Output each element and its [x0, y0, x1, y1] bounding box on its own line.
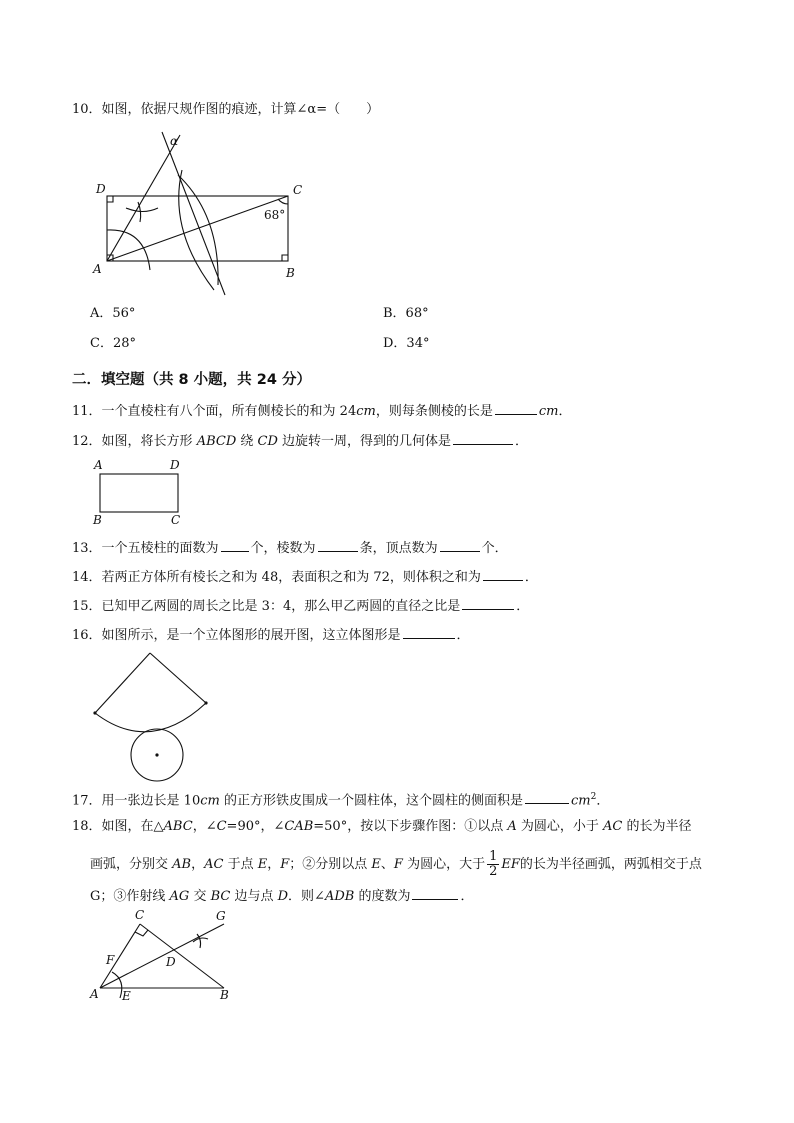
text-q18-E2: E — [371, 857, 381, 872]
text-q18-line2f: 、 — [380, 857, 394, 872]
text-q18-F: F — [280, 857, 290, 872]
text-q14-a: 14．若两正方体所有棱长之和为 48，表面积之和为 72，则体积之和为 — [72, 570, 481, 585]
label-b: B — [286, 266, 295, 280]
text-q16-end: ． — [456, 628, 470, 643]
text-q12-fig-A: A — [94, 458, 103, 472]
answer-blank-18[interactable] — [412, 886, 458, 900]
label-c: C — [293, 183, 303, 197]
text-q18-end: ． — [460, 889, 474, 904]
text-q18-line2d: ， — [267, 857, 281, 872]
label-a: A — [93, 262, 102, 276]
text-q18-fig-A: A — [90, 987, 99, 1001]
option-d[interactable]: D．34° — [383, 336, 430, 351]
text-q17-sup: 2 — [590, 792, 597, 802]
answer-blank-12[interactable] — [453, 431, 513, 445]
text-q18-line3e: ．则∠ — [288, 889, 325, 904]
text-q12-c: 边旋转一周，得到的几何体是 — [277, 434, 452, 449]
text-q18-ac2: AC — [204, 857, 224, 872]
label-68-degrees: 68° — [264, 208, 286, 222]
option-b[interactable]: B．68° — [383, 306, 429, 321]
question-17 — [72, 788, 609, 810]
text-q12-fig-C: C — [171, 513, 181, 527]
text-q18-line3c: 交 — [189, 889, 211, 904]
text-q18-fig-E: E — [122, 989, 131, 1003]
text-q18-line1a: 18．如图，在△ — [72, 819, 164, 834]
text-q18-line3b: ；③作射线 — [100, 889, 170, 904]
figure-q10 — [90, 130, 310, 300]
text-q11-end: ． — [558, 404, 572, 419]
text-q18-c: C — [216, 819, 227, 834]
text-q18-abc: ABC — [163, 819, 193, 834]
text-q18-fig-D: D — [166, 955, 176, 969]
text-q17-unit: cm — [570, 793, 591, 809]
text-q12-b: 绕 — [236, 434, 258, 449]
text-q12-cd: CD — [257, 434, 278, 449]
text-q18-line1d: =50°，按以下步骤作图：①以点 — [313, 819, 508, 834]
text-q12-a: 12．如图，将长方形 — [72, 434, 197, 449]
text-q18-fig-C: C — [135, 908, 145, 922]
text-q11-a: 11．一个直棱柱有八个面，所有侧棱长的和为 24 — [72, 404, 357, 419]
question-14 — [72, 567, 538, 587]
option-a[interactable]: A．56° — [90, 306, 136, 321]
text-q18-fig-F: F — [106, 953, 115, 967]
fraction-one-half — [487, 850, 499, 879]
figure-q16-net — [90, 650, 220, 785]
text-q12-end: ． — [515, 434, 529, 449]
answer-blank-17[interactable] — [525, 790, 569, 804]
text-q15-a: 15．已知甲乙两圆的周长之比是 3：4，那么甲乙两圆的直径之比是 — [72, 599, 461, 614]
text-q17-b: 的正方形铁皮围成一个圆柱体，这个圆柱的侧面积是 — [219, 793, 523, 809]
text-q11-b: ，则每条侧棱的长是 — [375, 404, 493, 419]
text-q18-ab: AB — [172, 857, 192, 872]
text-q18-fn: 1 — [489, 849, 498, 864]
text-q18-line3f: 的度数为 — [354, 889, 411, 904]
section-2-title: 二．填空题（共 8 小题，共 24 分） — [72, 372, 311, 388]
text-q18-fig-B: B — [220, 988, 229, 1002]
text-q13-a: 13．一个五棱柱的面数为 — [72, 541, 219, 556]
question-10-text: 10．如图，依据尺规作图的痕迹，计算∠α=（ ） — [72, 102, 380, 117]
text-q18-line1e: 为圆心，小于 — [516, 819, 603, 834]
text-q18-line2h: 的长为半径画弧，两弧相交于点 — [519, 857, 702, 872]
text-q18-line2b: ， — [191, 857, 205, 872]
answer-blank-11[interactable] — [495, 401, 537, 415]
text-q18-line3a: G — [90, 889, 101, 904]
answer-blank-16[interactable] — [403, 625, 455, 639]
text-q17-cm: cm — [200, 793, 220, 809]
answer-blank-13b[interactable] — [318, 538, 358, 552]
text-q18-D: D — [277, 889, 289, 904]
question-18-line-1 — [72, 818, 691, 836]
text-q11-unit2: cm — [538, 404, 559, 419]
answer-blank-13a[interactable] — [221, 538, 249, 552]
text-q13-d: 个． — [481, 541, 508, 556]
text-q17-end: ． — [596, 793, 610, 809]
text-q18-line1c: =90°，∠ — [226, 819, 285, 834]
text-q16-a: 16．如图所示，是一个立体图形的展开图，这立体图形是 — [72, 628, 401, 643]
text-q18-A: A — [507, 819, 517, 834]
text-q18-line2g: 为圆心，大于 — [402, 857, 486, 872]
answer-blank-14[interactable] — [483, 567, 523, 581]
text-q18-line1f: 的长为半径 — [622, 819, 692, 834]
text-q18-fd: 2 — [489, 864, 498, 879]
label-alpha: α — [170, 134, 179, 148]
question-16 — [72, 625, 470, 645]
text-q18-fig-G: G — [216, 909, 226, 923]
question-11 — [72, 401, 571, 421]
text-q18-ag: AG — [169, 889, 190, 904]
text-q14-end: ． — [524, 570, 538, 585]
text-q18-ef: EF — [501, 857, 520, 872]
text-q18-E: E — [257, 857, 268, 872]
question-13 — [72, 538, 508, 558]
text-q18-line1b: ，∠ — [192, 819, 217, 834]
text-q15-end: ． — [516, 599, 530, 614]
question-15 — [72, 596, 529, 616]
answer-blank-13c[interactable] — [440, 538, 480, 552]
label-d: D — [96, 182, 106, 196]
answer-blank-15[interactable] — [462, 596, 514, 610]
question-10 — [72, 101, 379, 119]
text-q13-c: 条，顶点数为 — [359, 541, 438, 556]
text-q18-bc: BC — [210, 889, 231, 904]
question-18-line-2 — [90, 850, 702, 879]
text-q18-line2e: ；②分别以点 — [289, 857, 372, 872]
text-q18-ac: AC — [603, 819, 623, 834]
text-q18-line2a: 画弧，分别交 — [90, 857, 173, 872]
text-q18-line3d: 边与点 — [230, 889, 278, 904]
text-q12-fig-B: B — [93, 513, 102, 527]
text-q17-a: 17．用一张边长是 10 — [72, 793, 201, 809]
option-c[interactable]: C．28° — [90, 336, 136, 351]
text-q18-F2: F — [393, 857, 403, 872]
question-12 — [72, 431, 528, 451]
text-q12-abcd: ABCD — [196, 434, 237, 449]
text-q18-adb: ADB — [324, 889, 355, 904]
question-18-line-3 — [90, 886, 473, 906]
text-q11-unit1: cm — [356, 404, 376, 419]
text-q13-b: 个，棱数为 — [250, 541, 316, 556]
text-q18-line2c: 于点 — [223, 857, 258, 872]
text-q18-cab: CAB — [284, 819, 314, 834]
text-q12-fig-D: D — [170, 458, 180, 472]
figure-q12 — [90, 456, 200, 528]
figure-q18 — [90, 906, 250, 1006]
